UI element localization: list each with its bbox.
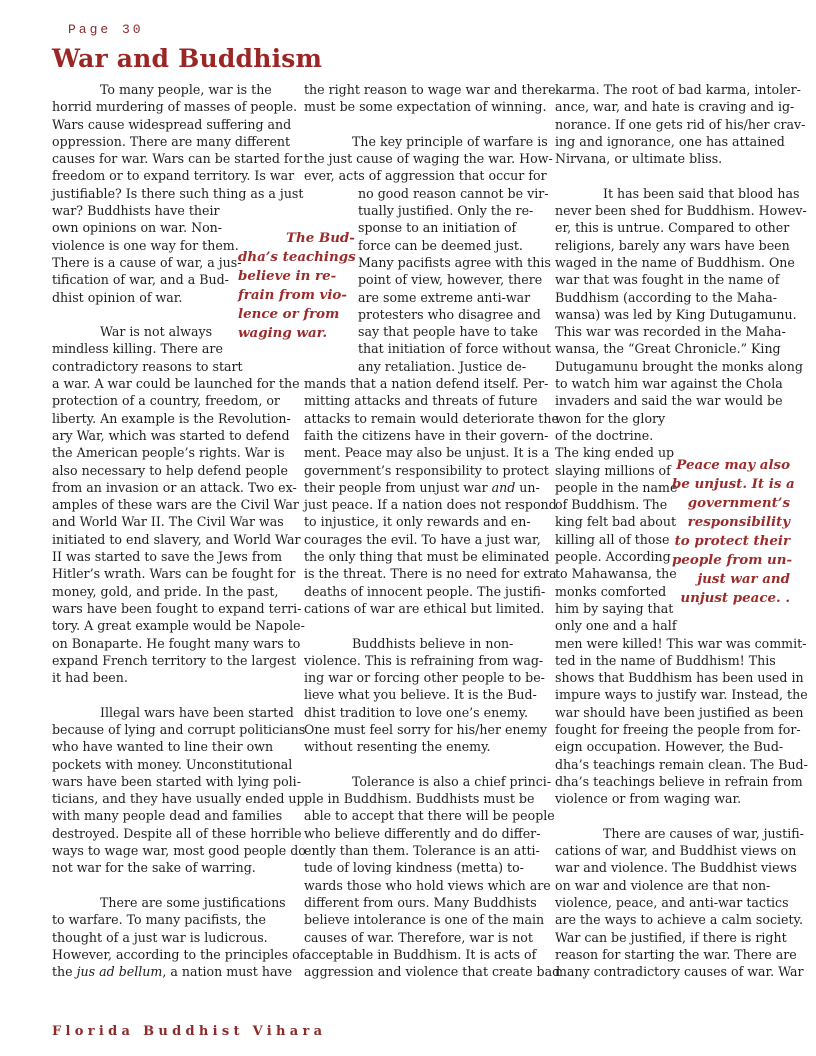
paragraph-line: ing war or forcing other people to be-: [304, 670, 545, 686]
paragraph-line: Dutugamunu brought the monks along: [555, 358, 803, 374]
paragraph-line: ticians, and they have usually ended up: [52, 791, 305, 807]
paragraph-line: mands that a nation defend itself. Per-: [304, 376, 549, 392]
pull-quote-line: just war and: [697, 571, 790, 587]
paragraph-line: wars have been fought to expand terri-: [52, 600, 302, 616]
paragraph-line: oppression. There are many different: [52, 133, 291, 149]
paragraph-line: ways to wage war, most good people do: [52, 843, 306, 859]
paragraph-line: dha’s teachings remain clean. The Bud-: [555, 756, 808, 772]
paragraph-line: However, according to the principles of: [52, 946, 305, 962]
article-title: War and Buddhism: [52, 44, 323, 73]
paragraph-line: One must feel sorry for his/her enemy: [304, 721, 548, 737]
paragraph-line: norance. If one gets rid of his/her crav-: [555, 116, 806, 132]
paragraph-line: to Mahawansa, the: [555, 566, 677, 582]
paragraph-line: to warfare. To many pacifists, the: [52, 912, 266, 928]
paragraph-line: on war and violence are that non-: [555, 877, 771, 893]
paragraph-line: ted in the name of Buddhism! This: [555, 652, 776, 668]
latin-term: jus ad bellum: [76, 964, 163, 980]
paragraph-line: mindless killing. There are: [52, 341, 223, 357]
pull-quote-line: The Bud-: [286, 230, 355, 246]
paragraph-line: dha’s teachings believe in refrain from: [555, 773, 803, 789]
paragraph-line: ary War, which was started to defend: [52, 427, 290, 443]
paragraph-line: There is a cause of war, a jus-: [52, 254, 242, 270]
paragraph-line: violence. This is refraining from wag-: [304, 652, 544, 668]
paragraph-line: causes of war. Therefore, war is not: [304, 929, 533, 945]
paragraph-line: on Bonaparte. He fought many wars to: [52, 635, 301, 651]
column-2: [304, 81, 561, 980]
pull-quote-line: waging war.: [238, 325, 328, 341]
paragraph-line: War is not always: [100, 324, 213, 340]
paragraph-line: point of view, however, there: [358, 272, 543, 288]
paragraph-line: lieve what you believe. It is the Bud-: [304, 687, 537, 703]
paragraph-line: of Buddhism. The: [555, 497, 668, 513]
paragraph-line: men were killed! This war was commit-: [555, 635, 807, 651]
paragraph-line: the jus ad bellum, a nation must have: [52, 964, 293, 980]
paragraph-line: Buddhists believe in non-: [352, 635, 514, 651]
pull-quote-line: responsibility: [687, 514, 790, 530]
paragraph-line: er, this is untrue. Compared to other: [555, 220, 790, 236]
paragraph-line: to injustice, it only rewards and en-: [304, 514, 531, 530]
pull-quote-line: people from un-: [672, 552, 793, 568]
paragraph-line: eign occupation. However, the Bud-: [555, 739, 784, 755]
paragraph-line: is the threat. There is no need for extra: [304, 566, 557, 582]
paragraph-line: without resenting the enemy.: [304, 739, 491, 755]
paragraph-line: government’s responsibility to protect: [304, 462, 549, 478]
paragraph-line: protection of a country, freedom, or: [52, 393, 280, 409]
paragraph-line: that initiation of force without: [358, 341, 552, 357]
paragraph-line: tually justified. Only the re-: [358, 203, 534, 219]
paragraph-line: Wars cause widespread suffering and: [52, 116, 292, 132]
paragraph-line: who believe differently and do differ-: [304, 825, 541, 841]
paragraph-line: a war. A war could be launched for the: [52, 376, 300, 392]
paragraph-line: Hitler’s wrath. Wars can be fought for: [52, 566, 296, 582]
paragraph-line: of the doctrine.: [555, 427, 654, 443]
paragraph-line: amples of these wars are the Civil War: [52, 497, 299, 513]
paragraph-line: pockets with money. Unconstitutional: [52, 756, 293, 772]
paragraph-line: Illegal wars have been started: [100, 704, 294, 720]
paragraph-line: say that people have to take: [358, 324, 538, 340]
paragraph-line: slaying millions of: [555, 462, 671, 478]
paragraph-line: war? Buddhists have their: [52, 203, 220, 219]
paragraph-line: to watch him war against the Chola: [555, 376, 783, 392]
paragraph-line: must be some expectation of winning.: [304, 99, 547, 115]
paragraph-line: It has been said that blood has: [603, 185, 800, 201]
paragraph-line: war that was fought in the name of: [555, 272, 780, 288]
paragraph-line: War can be justified, if there is right: [555, 929, 787, 945]
paragraph-line: Buddhism (according to the Maha-: [555, 289, 777, 305]
pull-quote-unjust-peace: [672, 456, 795, 608]
paragraph-line: force can be deemed just.: [358, 237, 523, 253]
paragraph-line: Tolerance is also a chief princi-: [352, 773, 552, 789]
paragraph-line: just peace. If a nation does not respond: [304, 497, 557, 513]
pull-quote-line: Peace may also: [676, 457, 790, 473]
paragraph-line: the right reason to wage war and there: [304, 82, 556, 97]
paragraph-line: causes for war. Wars can be started for: [52, 151, 303, 167]
paragraph-line: money, gold, and pride. In the past,: [52, 583, 279, 599]
paragraph-line: freedom or to expand territory. Is war: [52, 168, 295, 184]
paragraph-line: because of lying and corrupt politicians: [52, 721, 306, 737]
paragraph-line: and World War II. The Civil War was: [52, 514, 284, 530]
paragraph-line: acceptable in Buddhism. It is acts of: [304, 946, 537, 962]
paragraph-line: the just cause of waging the war. How-: [304, 151, 553, 167]
paragraph-line: shows that Buddhism has been used in: [555, 670, 804, 686]
paragraph-line: thought of a just war is ludicrous.: [52, 929, 268, 945]
page-number: Page 30: [68, 22, 144, 37]
paragraph-line: won for the glory: [555, 410, 666, 426]
paragraph-line: violence or from waging war.: [555, 791, 742, 807]
pull-quote-line: be unjust. It is a: [672, 476, 795, 492]
paragraph-line: people in the name: [555, 479, 678, 495]
pull-quote-line: lence or from: [238, 306, 340, 322]
paragraph-line: protesters who disagree and: [358, 306, 541, 322]
paragraph-line: no good reason cannot be vir-: [358, 185, 549, 201]
paragraph-line: violence, peace, and anti-war tactics: [555, 894, 789, 910]
paragraph-line: invaders and said the war would be: [555, 393, 783, 409]
paragraph-line: karma. The root of bad karma, intoler-: [555, 82, 801, 97]
paragraph-line: monks comforted: [555, 583, 667, 599]
paragraph-line: ently than them. Tolerance is an atti-: [304, 843, 540, 859]
paragraph-line: any retaliation. Justice de-: [358, 358, 527, 374]
paragraph-line: with many people dead and families: [52, 808, 283, 824]
paragraph-line: the only thing that must be eliminated: [304, 549, 550, 565]
paragraph-line: different from ours. Many Buddhists: [304, 894, 537, 910]
paragraph-line: courages the evil. To have a just war,: [304, 531, 541, 547]
paragraph-line: tory. A great example would be Napole-: [52, 618, 305, 634]
paragraph-line: who have wanted to line their own: [52, 739, 274, 755]
paragraph-line: contradictory reasons to start: [52, 358, 243, 374]
paragraph-line: ever, acts of aggression that occur for: [304, 168, 547, 184]
paragraph-line: it had been.: [52, 670, 128, 686]
paragraph-line: deaths of innocent people. The justifi-: [304, 583, 546, 599]
pull-quote-line: government’s: [687, 495, 790, 511]
pull-quote-line: dha’s teachings: [238, 249, 356, 265]
pull-quote-line: to protect their: [674, 533, 790, 549]
paragraph-line: wansa, the “Great Chronicle.” King: [555, 341, 781, 357]
paragraph-line: war and violence. The Buddhist views: [555, 860, 797, 876]
paragraph-line: aggression and violence that create bad: [304, 964, 561, 980]
paragraph-line: The king ended up: [555, 445, 675, 461]
footer-publication-name: Florida Buddhist Vihara: [52, 1024, 327, 1039]
paragraph-line: Many pacifists agree with this: [358, 254, 551, 270]
paragraph-line: expand French territory to the largest: [52, 652, 297, 668]
paragraph-line: from an invasion or an attack. Two ex-: [52, 479, 297, 495]
paragraph-line: the American people’s rights. War is: [52, 445, 285, 461]
paragraph-line: II was started to save the Jews from: [52, 549, 283, 565]
paragraph-line: never been shed for Buddhism. Howev-: [555, 203, 807, 219]
paragraph-line: ple in Buddhism. Buddhists must be: [304, 791, 535, 807]
paragraph-line: religions, barely any wars have been: [555, 237, 790, 253]
paragraph-line: wars have been started with lying poli-: [52, 773, 301, 789]
paragraph-line: horrid murdering of masses of people.: [52, 99, 298, 115]
paragraph-line: killing all of those: [555, 531, 670, 547]
paragraph-line: ing and ignorance, one has attained: [555, 133, 785, 149]
paragraph-line: violence is one way for them.: [52, 237, 239, 253]
paragraph-line: tification of war, and a Bud-: [52, 272, 229, 288]
paragraph-line: sponse to an initiation of: [358, 220, 517, 236]
paragraph-line: justifiable? Is there such thing as a just: [52, 185, 304, 201]
paragraph-line: people. According: [555, 549, 671, 565]
paragraph-line: him by saying that: [555, 600, 674, 616]
paragraph-line: There are causes of war, justifi-: [603, 825, 804, 841]
pull-quote-line: frain from vio-: [238, 287, 347, 303]
emphasis-and: and: [491, 479, 516, 495]
paragraph-line: dhist tradition to love one’s enemy.: [304, 704, 529, 720]
paragraph-line: destroyed. Despite all of these horrible: [52, 825, 302, 841]
paragraph-line: fought for freeing the people from for-: [555, 721, 801, 737]
paragraph-line: tude of loving kindness (metta) to-: [304, 860, 524, 876]
paragraph-line: faith the citizens have in their govern-: [304, 427, 549, 443]
paragraph-line: attacks to remain would deteriorate the: [304, 410, 559, 426]
paragraph-line: liberty. An example is the Revolution-: [52, 410, 291, 426]
pull-quote-line: believe in re-: [238, 268, 337, 284]
paragraph-line: impure ways to justify war. Instead, the: [555, 687, 808, 703]
paragraph-line: dhist opinion of war.: [52, 289, 183, 305]
paragraph-line: able to accept that there will be people: [304, 808, 555, 824]
paragraph-line: only one and a half: [555, 618, 677, 634]
paragraph-line: Nirvana, or ultimate bliss.: [555, 151, 723, 167]
paragraph-line: are the ways to achieve a calm society.: [555, 912, 803, 928]
paragraph-line: ance, war, and hate is craving and ig-: [555, 99, 795, 115]
paragraph-line: many contradictory causes of war. War: [555, 964, 804, 980]
pull-quote-line: unjust peace. .: [680, 590, 790, 606]
paragraph-line: initiated to end slavery, and World War: [52, 531, 301, 547]
paragraph-line: wansa) was led by King Dutugamunu.: [555, 306, 797, 322]
paragraph-line: wards those who hold views which are: [304, 877, 551, 893]
paragraph-line: The key principle of warfare is: [352, 133, 548, 149]
paragraph-line: mitting attacks and threats of future: [304, 393, 538, 409]
paragraph-line: are some extreme anti-war: [358, 289, 531, 305]
paragraph-line: not war for the sake of warring.: [52, 860, 256, 876]
paragraph-line: also necessary to help defend people: [52, 462, 288, 478]
paragraph-line: cations of war, and Buddhist views on: [555, 843, 797, 859]
paragraph-line: king felt bad about: [555, 514, 676, 530]
paragraph-line: There are some justifications: [100, 894, 286, 910]
paragraph-line: their people from unjust war and un-: [304, 479, 540, 495]
paragraph-line: believe intolerance is one of the main: [304, 912, 545, 928]
paragraph-line: waged in the name of Buddhism. One: [555, 254, 795, 270]
paragraph-line: cations of war are ethical but limited.: [304, 600, 545, 616]
paragraph-line: reason for starting the war. There are: [555, 946, 797, 962]
paragraph-line: ment. Peace may also be unjust. It is a: [304, 445, 550, 461]
paragraph-line: This war was recorded in the Maha-: [555, 324, 786, 340]
paragraph-line: war should have been justified as been: [555, 704, 804, 720]
paragraph-line: own opinions on war. Non-: [52, 220, 223, 236]
paragraph-line: To many people, war is the: [100, 82, 272, 97]
